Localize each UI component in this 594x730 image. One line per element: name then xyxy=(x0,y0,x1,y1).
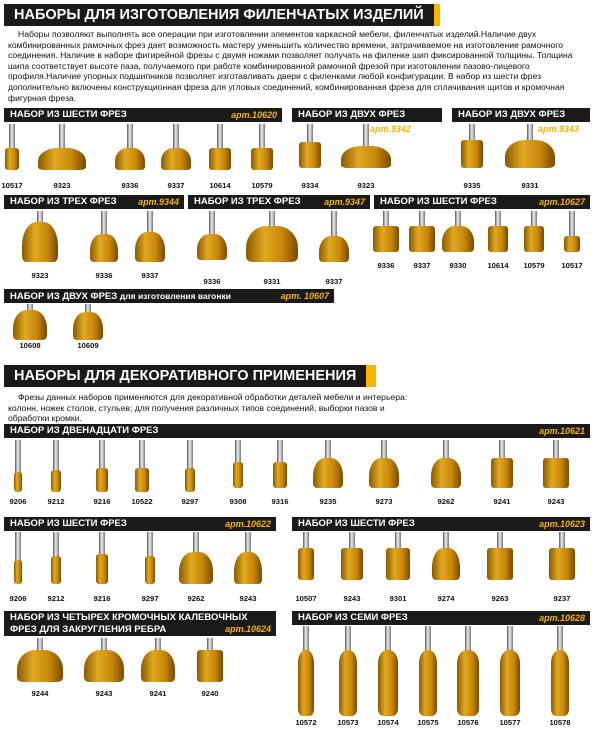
bit-shank xyxy=(209,211,215,236)
set-title: НАБОР ИЗ ДВУХ ФРЕЗ xyxy=(298,109,406,120)
bit-head xyxy=(549,548,575,580)
bit-code-label: 10579 xyxy=(251,181,273,190)
set-art-9343: арт.9343 xyxy=(538,124,579,134)
bit-head xyxy=(141,650,175,682)
bit-code-label: 9337 xyxy=(141,271,159,280)
bit-code-label: 10614 xyxy=(209,181,231,190)
bit-head xyxy=(96,468,108,492)
bit-code-label: 10614 xyxy=(487,261,509,270)
bit-head xyxy=(185,468,195,492)
bit-code-label: 9273 xyxy=(375,497,393,506)
bit-shank xyxy=(557,626,563,652)
set-bar-10622 xyxy=(4,517,276,531)
bit-head xyxy=(298,548,314,580)
bit-head xyxy=(524,226,544,252)
router-bit-9241 xyxy=(472,440,532,488)
bit-code-label: 9241 xyxy=(493,497,511,506)
set-bar-10628 xyxy=(292,611,590,625)
bit-code-label: 9240 xyxy=(201,689,219,698)
set-bar-10620 xyxy=(4,108,282,122)
bit-shank xyxy=(245,532,251,554)
set-bar-9342 xyxy=(292,108,442,122)
bit-shank xyxy=(303,626,309,652)
bit-head xyxy=(38,148,86,170)
bit-head xyxy=(145,556,155,584)
bit-head xyxy=(51,470,61,492)
bit-head xyxy=(251,148,273,170)
section-2-description: Фрезы данных наборов применяются для декоративной обработки деталей мебели и интерьера: колонн, ножек столов, стульев; для получения различных типов соединений, выборки пазов и обработки кромки. xyxy=(8,392,408,424)
bit-code-label: 10577 xyxy=(499,718,521,727)
bit-code-label: 9323 xyxy=(357,181,375,190)
bit-shank xyxy=(173,124,179,150)
bit-head xyxy=(115,148,145,170)
bit-shank xyxy=(59,124,65,150)
section-1-header xyxy=(4,4,440,26)
bit-head xyxy=(419,650,437,716)
bit-head xyxy=(543,458,569,488)
router-bit-9273 xyxy=(354,440,414,488)
bit-head xyxy=(341,146,391,168)
bit-head xyxy=(90,234,118,262)
bit-head xyxy=(197,650,223,682)
bit-code-label: 9263 xyxy=(491,594,509,603)
bit-head xyxy=(386,548,410,580)
bit-code-label: 9335 xyxy=(463,181,481,190)
set-art: арт.10624 xyxy=(225,624,271,634)
set-art: арт.9347 xyxy=(324,197,365,207)
set-title: НАБОР ИЗ ШЕСТИ ФРЕЗ xyxy=(298,518,415,529)
bit-head xyxy=(22,222,58,262)
bit-code-label: 9243 xyxy=(343,594,361,603)
bit-shank xyxy=(307,124,313,144)
bit-head xyxy=(564,236,580,252)
router-bit-10609 xyxy=(58,304,118,340)
router-bit-9262 xyxy=(416,440,476,488)
bit-head xyxy=(246,226,298,262)
bit-code-label: 10578 xyxy=(549,718,571,727)
bit-head xyxy=(369,458,399,488)
bit-code-label: 9297 xyxy=(141,594,159,603)
bit-head xyxy=(319,236,349,262)
set-art: арт.9344 xyxy=(138,197,179,207)
bit-shank xyxy=(15,532,21,562)
set-art: арт.10623 xyxy=(539,519,585,529)
bit-head xyxy=(233,462,243,488)
bit-head xyxy=(500,650,520,716)
router-bit-9244 xyxy=(10,638,70,682)
bit-code-label: 10576 xyxy=(457,718,479,727)
set-bar-9343 xyxy=(452,108,590,122)
bit-code-label: 9337 xyxy=(325,277,343,286)
router-bit-9331 xyxy=(500,124,560,168)
bit-shank xyxy=(15,440,21,474)
router-bit-9335 xyxy=(442,124,502,168)
bit-code-label: 9330 xyxy=(449,261,467,270)
bit-code-label: 9331 xyxy=(263,277,281,286)
bit-head xyxy=(51,556,61,584)
bit-code-label: 9235 xyxy=(319,497,337,506)
router-bit-9241 xyxy=(128,638,188,682)
bit-shank xyxy=(499,440,505,460)
bit-code-label: 9274 xyxy=(437,594,455,603)
router-bit-9243 xyxy=(218,532,278,584)
bit-shank xyxy=(425,626,431,652)
bit-head xyxy=(378,650,398,716)
set-bar-10607 xyxy=(4,289,334,303)
set-title: НАБОР ИЗ ШЕСТИ ФРЕЗ xyxy=(10,109,127,120)
router-bit-9337 xyxy=(120,211,180,262)
bit-code-label: 9336 xyxy=(95,271,113,280)
router-bit-10608 xyxy=(0,304,60,340)
bit-head xyxy=(487,548,513,580)
set-bar-10623 xyxy=(292,517,590,531)
bit-code-label: 9336 xyxy=(203,277,221,286)
bit-shank xyxy=(147,532,153,558)
router-bit-9240 xyxy=(180,638,240,682)
bit-head xyxy=(84,650,124,682)
set-bar-10624 xyxy=(4,611,276,636)
bit-shank xyxy=(147,211,153,234)
bit-head xyxy=(491,458,513,488)
bit-code-label: 10572 xyxy=(295,718,317,727)
bit-shank xyxy=(507,626,513,652)
router-bit-9336 xyxy=(182,211,242,260)
set-title-line2: ФРЕЗ ДЛЯ ЗАКРУГЛЕНИЯ РЕБРА xyxy=(10,624,167,635)
bit-head xyxy=(551,650,569,716)
router-bit-9337 xyxy=(304,211,364,262)
bit-head xyxy=(505,140,555,168)
bit-head xyxy=(457,650,479,716)
bit-code-label: 9337 xyxy=(413,261,431,270)
set-title: НАБОР ИЗ ДВУХ ФРЕЗ xyxy=(458,109,566,120)
bit-shank xyxy=(99,440,105,470)
set-title: НАБОР ИЗ ШЕСТИ ФРЕЗ xyxy=(380,196,497,207)
bit-head xyxy=(5,148,19,170)
bit-code-label: 9243 xyxy=(95,689,113,698)
bit-code-label: 10575 xyxy=(417,718,439,727)
bit-code-label: 9216 xyxy=(93,497,111,506)
router-bit-9262 xyxy=(166,532,226,584)
bit-head xyxy=(179,552,213,584)
bit-head xyxy=(14,472,22,492)
set-title: НАБОР ИЗ ДВЕНАДЦАТИ ФРЕЗ xyxy=(10,425,159,436)
router-bit-9323 xyxy=(10,211,70,262)
router-bit-9323 xyxy=(336,124,396,168)
bit-head xyxy=(161,148,191,170)
bit-shank xyxy=(443,440,449,460)
set-art: арт.10627 xyxy=(539,197,585,207)
bit-head xyxy=(299,142,321,168)
bit-head xyxy=(96,554,108,584)
bit-code-label: 9308 xyxy=(229,497,247,506)
bit-head xyxy=(339,650,357,716)
router-bit-9263 xyxy=(470,532,530,580)
set-title: НАБОР ИЗ ШЕСТИ ФРЕЗ xyxy=(10,518,127,529)
router-bit-9334 xyxy=(280,124,340,168)
set-bar-10627 xyxy=(374,195,590,209)
bit-head xyxy=(341,548,363,580)
bit-code-label: 9241 xyxy=(149,689,167,698)
bit-code-label: 9212 xyxy=(47,594,65,603)
bit-code-label: 9262 xyxy=(187,594,205,603)
bit-code-label: 9334 xyxy=(301,181,319,190)
section-2-header xyxy=(4,365,376,387)
set-bar-9344 xyxy=(4,195,184,209)
bit-code-label: 9316 xyxy=(271,497,289,506)
bit-shank xyxy=(53,532,59,558)
set-art: арт.10621 xyxy=(539,426,585,436)
bit-code-label: 9331 xyxy=(521,181,539,190)
bit-head xyxy=(461,140,483,168)
set-title: НАБОР ИЗ СЕМИ ФРЕЗ xyxy=(298,612,408,623)
router-bit-9323 xyxy=(32,124,92,170)
bit-head xyxy=(135,232,165,262)
bit-code-label: 10608 xyxy=(19,341,41,350)
set-bar-9347 xyxy=(188,195,370,209)
set-subtitle: для изготовления вагонки xyxy=(119,291,231,301)
router-bit-9237 xyxy=(532,532,592,580)
bit-shank xyxy=(139,440,145,470)
router-bit-9235 xyxy=(298,440,358,488)
bit-shank xyxy=(345,626,351,652)
bit-head xyxy=(431,458,461,488)
bit-shank xyxy=(99,532,105,556)
set-art: арт.10628 xyxy=(539,613,585,623)
bit-code-label: 9323 xyxy=(53,181,71,190)
bit-code-label: 9206 xyxy=(9,594,27,603)
set-art: арт. 10607 xyxy=(280,291,329,301)
set-title: НАБОР ИЗ ЧЕТЫРЕХ КРОМОЧНЫХ КАЛЕВОЧНЫХ xyxy=(10,612,248,623)
bit-code-label: 10522 xyxy=(131,497,153,506)
set-art: арт.10620 xyxy=(231,110,277,120)
bit-head xyxy=(273,462,287,488)
bit-head xyxy=(13,310,47,340)
bit-shank xyxy=(9,124,15,150)
router-bit-10578 xyxy=(530,626,590,716)
bit-code-label: 9244 xyxy=(31,689,49,698)
bit-shank xyxy=(331,211,337,238)
bit-code-label: 9262 xyxy=(437,497,455,506)
bit-code-label: 10517 xyxy=(561,261,583,270)
bit-head xyxy=(298,650,314,716)
bit-code-label: 10573 xyxy=(337,718,359,727)
bit-head xyxy=(197,234,227,260)
bit-code-label: 9336 xyxy=(377,261,395,270)
bit-shank xyxy=(101,211,107,236)
bit-code-label: 10507 xyxy=(295,594,317,603)
set-title: НАБОР ИЗ ТРЕХ ФРЕЗ xyxy=(194,196,301,207)
section-1-description: Наборы позволяют выполнять все операции при изготовлении элементов каркасной мебели, филенчатых изделий.Наличие двух комбинированных рамочных фрез дает возможность мастеру уменьшить количество времени, затрачиваемое на изготовление рамочного соединения. Наличие в наборе фигирейной фрезы с двумя ножами позволяет получать на филенке шип фиксированной толщины. Толщина шипа соответствует высоте паза, получаемого при работе комбинированной рамочной фрезой при изготовлении пазово-лицевого профиля.Наличие упорных подшипников позволяет изготавливать двери с филенками любой конфигурации. В набор из шести фрез дополнительно включены конструкционная фреза для угловых соединений, комбинированная фреза для сплачивания щитов и кромочная фигурная фреза. xyxy=(8,29,573,103)
bit-code-label: 9337 xyxy=(167,181,185,190)
bit-head xyxy=(135,468,149,492)
bit-shank xyxy=(193,532,199,554)
bit-shank xyxy=(363,124,369,148)
bit-shank xyxy=(381,440,387,460)
set-title: НАБОР ИЗ ТРЕХ ФРЕЗ xyxy=(10,196,117,207)
bit-shank xyxy=(217,124,223,150)
bit-head xyxy=(73,312,103,340)
bit-code-label: 9212 xyxy=(47,497,65,506)
router-bit-10517 xyxy=(542,211,594,252)
section-2-title: НАБОРЫ ДЛЯ ДЕКОРАТИВНОГО ПРИМЕНЕНИЯ xyxy=(4,365,366,387)
bit-shank xyxy=(277,440,283,464)
bit-head xyxy=(14,560,22,584)
bit-head xyxy=(209,148,231,170)
bit-head xyxy=(313,458,343,488)
bit-head xyxy=(432,548,460,580)
set-bar-10621 xyxy=(4,424,590,438)
bit-shank xyxy=(53,440,59,472)
bit-code-label: 9206 xyxy=(9,497,27,506)
bit-shank xyxy=(553,440,559,460)
bit-code-label: 9297 xyxy=(181,497,199,506)
router-bit-9243 xyxy=(74,638,134,682)
bit-code-label: 9216 xyxy=(93,594,111,603)
set-title: НАБОР ИЗ ДВУХ ФРЕЗ xyxy=(10,291,118,302)
bit-code-label: 10609 xyxy=(77,341,99,350)
bit-shank xyxy=(235,440,241,464)
bit-code-label: 9323 xyxy=(31,271,49,280)
router-bit-9243 xyxy=(526,440,586,488)
bit-head xyxy=(17,650,63,682)
bit-shank xyxy=(465,626,471,652)
bit-shank xyxy=(325,440,331,460)
router-bit-9331 xyxy=(242,211,302,262)
bit-code-label: 9301 xyxy=(389,594,407,603)
bit-shank xyxy=(385,626,391,652)
bit-head xyxy=(234,552,262,584)
bit-code-label: 9237 xyxy=(553,594,571,603)
bit-shank xyxy=(187,440,193,470)
bit-shank xyxy=(127,124,133,150)
bit-shank xyxy=(569,211,575,238)
bit-code-label: 9243 xyxy=(239,594,257,603)
bit-code-label: 10517 xyxy=(1,181,23,190)
bit-shank xyxy=(259,124,265,150)
bit-code-label: 10574 xyxy=(377,718,399,727)
section-1-title: НАБОРЫ ДЛЯ ИЗГОТОВЛЕНИЯ ФИЛЕНЧАТЫХ ИЗДЕЛИЙ xyxy=(4,4,434,26)
router-bit-9274 xyxy=(416,532,476,580)
bit-code-label: 9336 xyxy=(121,181,139,190)
set-art-9342: арт.9342 xyxy=(370,124,411,134)
set-art: арт.10622 xyxy=(225,519,271,529)
bit-code-label: 9243 xyxy=(547,497,565,506)
bit-code-label: 10579 xyxy=(523,261,545,270)
